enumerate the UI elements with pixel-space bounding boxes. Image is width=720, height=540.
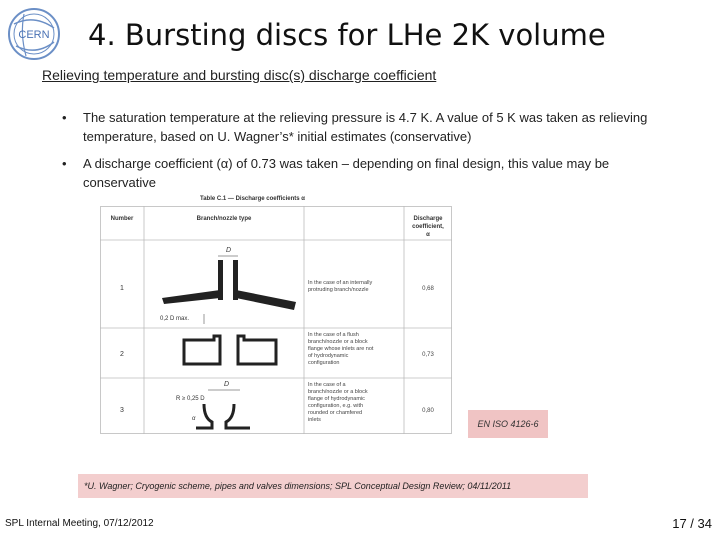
row-number: 1 bbox=[120, 285, 124, 292]
cern-logo bbox=[6, 6, 62, 62]
row-description: branch/nozzle or a block bbox=[308, 389, 368, 395]
footnote: *U. Wagner; Cryogenic scheme, pipes and valves dimensions; SPL Conceptual Design Review; 04/11/2011 bbox=[78, 474, 588, 498]
row-description: In the case of a flush bbox=[308, 332, 359, 338]
standard-reference-badge: EN ISO 4126-6 bbox=[468, 410, 548, 438]
row-number: 2 bbox=[120, 351, 124, 358]
row-description: rounded or chamfered bbox=[308, 410, 363, 416]
svg-text:R ≥ 0,25 D: R ≥ 0,25 D bbox=[176, 396, 205, 402]
row-description: of hydrodynamic bbox=[308, 353, 349, 359]
row-description: configuration, e.g. with bbox=[308, 403, 364, 409]
row-description: In the case of a bbox=[308, 382, 346, 388]
protruding-nozzle-diagram bbox=[160, 247, 296, 324]
header-number: Number bbox=[110, 216, 134, 222]
row-description: inlets bbox=[308, 417, 321, 423]
flush-nozzle-diagram bbox=[184, 336, 276, 364]
row-description: configuration bbox=[308, 360, 340, 366]
row-description: protruding branch/nozzle bbox=[308, 287, 369, 293]
discharge-coefficient-table bbox=[100, 206, 452, 434]
row-coefficient: 0,80 bbox=[422, 408, 434, 414]
svg-text:α: α bbox=[192, 416, 196, 422]
svg-text:D: D bbox=[224, 381, 230, 388]
bullet-item bbox=[62, 154, 662, 192]
slide-title: 4. Bursting discs for LHe 2K volume bbox=[88, 18, 606, 52]
bullet-marker: • bbox=[62, 156, 67, 171]
header-coefficient: Discharge bbox=[413, 216, 443, 222]
row-description: flange whose inlets are not bbox=[308, 346, 374, 352]
header-type: Branch/nozzle type bbox=[196, 216, 252, 222]
rounded-nozzle-diagram bbox=[176, 381, 250, 428]
row-description: flange of hydrodynamic bbox=[308, 396, 365, 402]
row-coefficient: 0,68 bbox=[422, 286, 434, 292]
page-number: 17 / 34 bbox=[672, 516, 712, 531]
row-coefficient: 0,73 bbox=[422, 352, 434, 358]
bullet-text: The saturation temperature at the relieving pressure is 4.7 K. A value of 5 K was taken as relieving temperature, based on U. Wagner’s* initial estimates (conservative) bbox=[83, 110, 648, 144]
header-coefficient: coefficient, bbox=[412, 224, 444, 230]
bullet-marker: • bbox=[62, 110, 67, 125]
bullet-item bbox=[62, 108, 662, 146]
table-caption: Table C.1 — Discharge coefficients α bbox=[200, 196, 305, 202]
svg-text:CERN: CERN bbox=[18, 29, 50, 41]
svg-text:0,2 D max.: 0,2 D max. bbox=[160, 316, 190, 322]
footer-meeting: SPL Internal Meeting, 07/12/2012 bbox=[5, 518, 154, 529]
row-description: In the case of an internally bbox=[308, 280, 373, 286]
svg-text:D: D bbox=[226, 247, 232, 254]
row-number: 3 bbox=[120, 407, 124, 414]
slide-subtitle: Relieving temperature and bursting disc(s) discharge coefficient bbox=[42, 67, 437, 83]
bullet-text: A discharge coefficient (α) of 0.73 was taken – depending on final design, this value may be conservative bbox=[83, 156, 610, 190]
row-description: branch/nozzle or a block bbox=[308, 339, 368, 345]
header-coefficient: α bbox=[426, 232, 430, 238]
bullet-list bbox=[62, 108, 662, 200]
